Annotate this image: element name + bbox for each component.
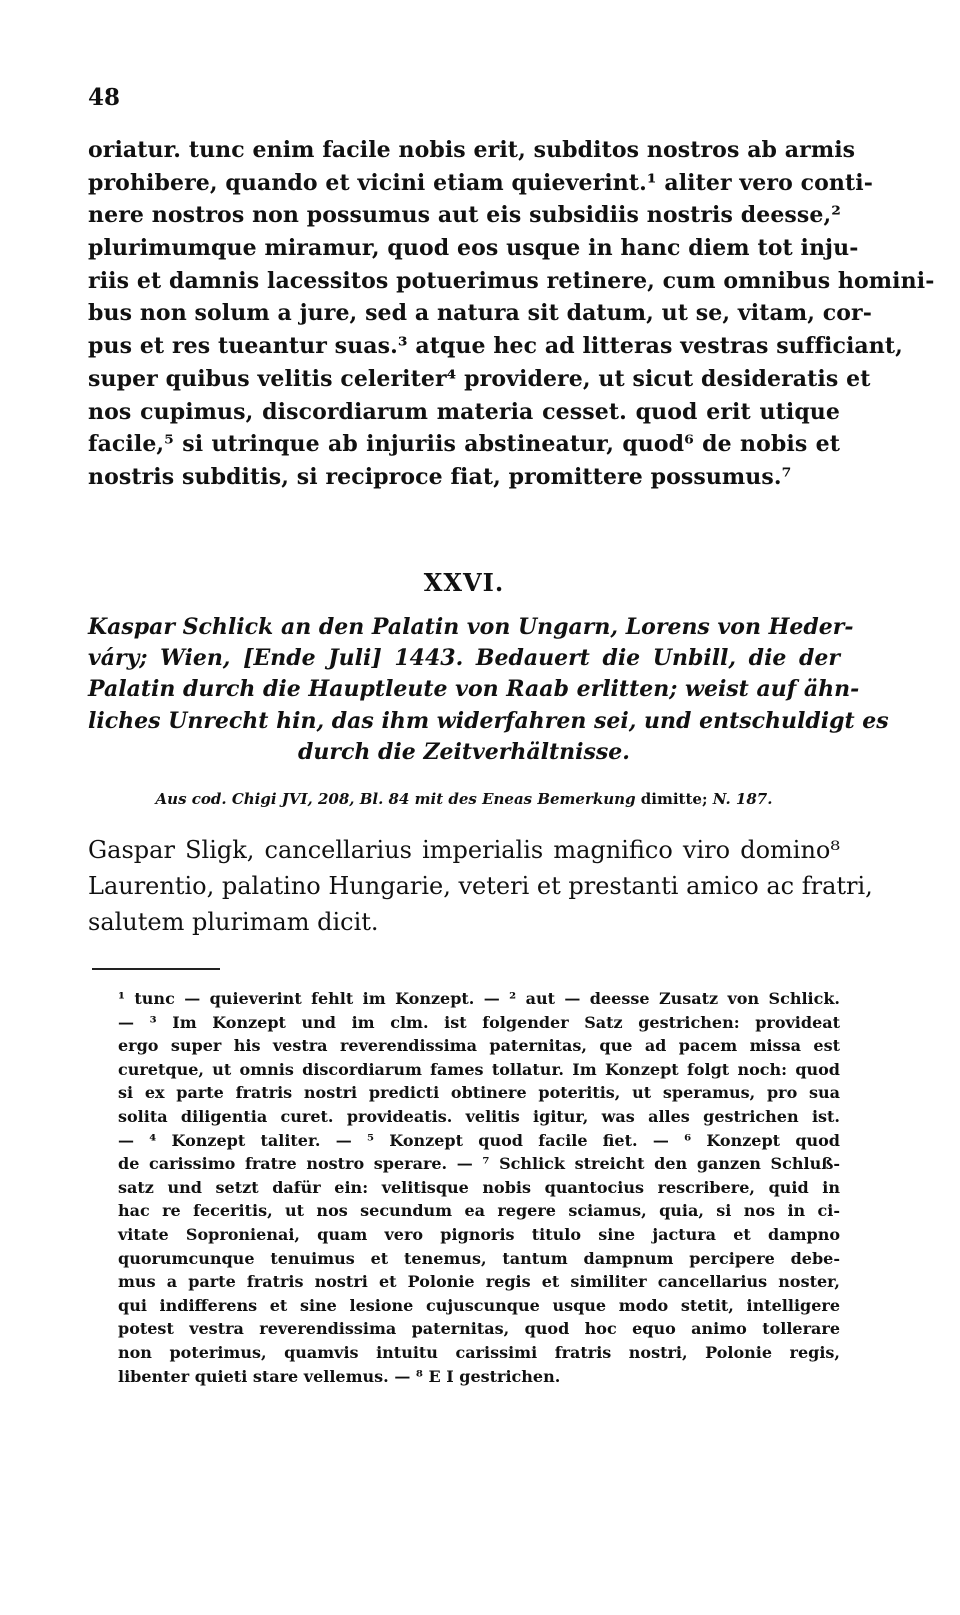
source-upright: dimitte; bbox=[635, 790, 713, 808]
document-summary bbox=[88, 612, 889, 768]
source-end: N. 187. bbox=[712, 790, 773, 808]
summary-line: durch die Zeitverhältnisse. bbox=[298, 738, 630, 765]
text-line: riis et damnis lacessitos potuerimus retinere, cum omnibus homini- bbox=[88, 267, 935, 294]
salutation-line: Laurentio, palatino Hungarie, veteri et prestanti amico ac fratri, bbox=[88, 872, 873, 900]
text-line: pus et res tueantur suas.³ atque hec ad litteras vestras sufficiant, bbox=[88, 333, 903, 360]
text-line: nere nostros non possumus aut eis subsidiis nostris deesse,² bbox=[88, 202, 842, 229]
footnote-line: qui indifferens et sine lesione cujuscunque usque modo stetit, intelligere bbox=[118, 1295, 840, 1315]
document-number-heading: XXVI. bbox=[423, 568, 505, 597]
text-line: nostris subditis, si reciproce fiat, promittere possumus.⁷ bbox=[88, 463, 792, 490]
footnote-divider bbox=[92, 968, 220, 970]
footnote-line: ergo super his vestra reverendissima paternitas, que ad pacem missa est bbox=[118, 1036, 840, 1056]
footnote-line: hac re feceritis, ut nos secundum ea regere sciamus, quia, si nos in ci- bbox=[118, 1201, 840, 1221]
text-line: prohibere, quando et vicini etiam quieverint.¹ aliter vero conti- bbox=[88, 169, 873, 196]
footnote-line: — ⁴ Konzept taliter. — ⁵ Konzept quod facile fiet. — ⁶ Konzept quod bbox=[118, 1130, 840, 1150]
footnote-line: quorumcunque tenuimus et tenemus, tantum dampnum percipere debe- bbox=[118, 1248, 840, 1268]
salutation-line: Gaspar Sligk, cancellarius imperialis magnifico viro domino⁸ bbox=[88, 836, 840, 864]
text-line: plurimumque miramur, quod eos usque in hanc diem tot inju- bbox=[88, 235, 859, 262]
text-line: facile,⁵ si utrinque ab injuriis abstineatur, quod⁶ de nobis et bbox=[88, 431, 840, 458]
footnote-line: — ³ Im Konzept und im clm. ist folgender Satz gestrichen: provideat bbox=[118, 1012, 840, 1032]
footnote-line: potest vestra reverendissima paternitas, quod hoc equo animo tollerare bbox=[118, 1319, 840, 1339]
footnote-line: si ex parte fratris nostri predicti obtinere poteritis, ut speramus, pro sua bbox=[118, 1083, 840, 1103]
footnotes bbox=[118, 987, 840, 1388]
text-line: oriatur. tunc enim facile nobis erit, subditos nostros ab armis bbox=[88, 137, 856, 163]
footnote-line: curetque, ut omnis discordiarum fames tollatur. Im Konzept folgt noch: quod bbox=[118, 1059, 840, 1079]
footnote-line: solita diligentia curet. provideatis. velitis igitur, was alles gestrichen ist. bbox=[118, 1106, 840, 1126]
text-line: super quibus velitis celeriter⁴ providere, ut sicut desideratis et bbox=[88, 365, 871, 392]
summary-line: liches Unrecht hin, das ihm widerfahren sei, und entschuldigt es bbox=[88, 707, 889, 734]
text-line: bus non solum a jure, sed a natura sit datum, ut se, vitam, cor- bbox=[88, 300, 872, 327]
footnote-line: de carissimo fratre nostro sperare. — ⁷ Schlick streicht den ganzen Schluß- bbox=[118, 1154, 840, 1174]
main-text bbox=[88, 134, 935, 494]
text-line: nos cupimus, discordiarum materia cesset. quod erit utique bbox=[88, 398, 840, 425]
summary-line: Palatin durch die Hauptleute von Raab erlitten; weist auf ähn- bbox=[88, 676, 860, 703]
footnote-line: ¹ tunc — quieverint fehlt im Konzept. — ² aut — deesse Zusatz von Schlick. bbox=[118, 989, 840, 1008]
salutation bbox=[88, 832, 873, 940]
salutation-line: salutem plurimam dicit. bbox=[88, 908, 379, 936]
footnote-line: mus a parte fratris nostri et Polonie regis et similiter cancellarius noster, bbox=[118, 1272, 840, 1292]
footnote-line: non poterimus, quamvis intuitu carissimi fratris nostri, Polonie regis, bbox=[118, 1342, 840, 1362]
summary-line: Kaspar Schlick an den Palatin von Ungarn, Lorens von Heder- bbox=[88, 614, 854, 640]
footnote-line: satz und setzt dafür ein: velitisque nobis quantocius rescribere, quid in bbox=[118, 1177, 840, 1197]
summary-line: váry; Wien, [Ende Juli] 1443. Bedauert die Unbill, die der bbox=[88, 645, 840, 672]
footnote-line: libenter quieti stare vellemus. — ⁸ E I gestrichen. bbox=[118, 1366, 561, 1386]
source-italic: Aus cod. Chigi JVI, 208, Bl. 84 mit des Eneas Bemerkung bbox=[155, 790, 636, 808]
source-reference bbox=[88, 790, 840, 808]
footnote-line: vitate Sopronienai, quam vero pignoris titulo sine jactura et dampno bbox=[118, 1224, 840, 1244]
page-number: 48 bbox=[88, 84, 121, 111]
